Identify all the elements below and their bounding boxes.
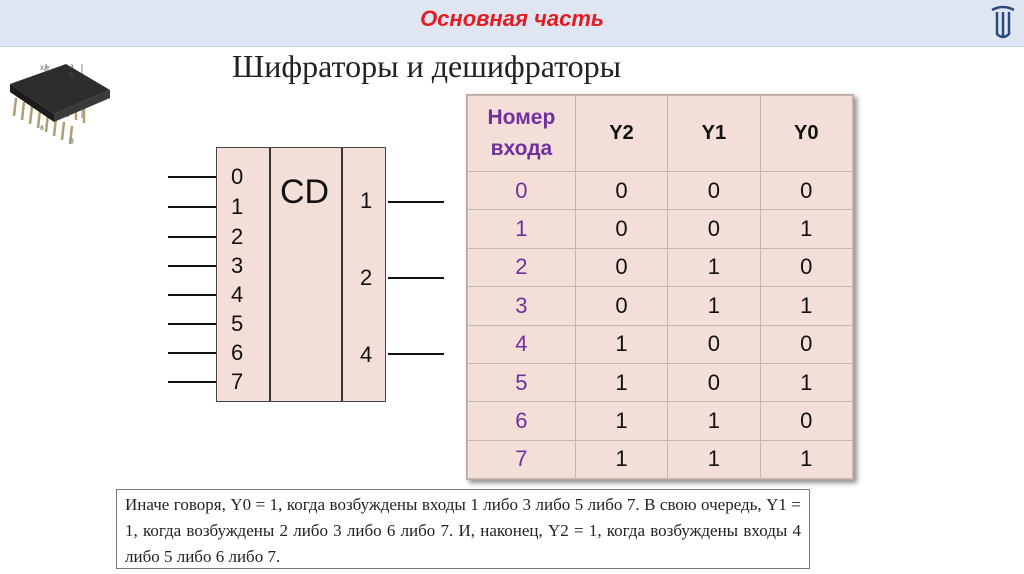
table-row [468, 287, 853, 325]
row-y2: 1 [575, 402, 667, 440]
table-row [468, 248, 853, 286]
row-y2: 1 [575, 325, 667, 363]
row-input: 0 [468, 172, 576, 210]
row-input: 3 [468, 287, 576, 325]
row-y0: 0 [760, 402, 852, 440]
row-y2: 0 [575, 210, 667, 248]
input-wire-3 [168, 265, 217, 267]
output-wire-4 [388, 353, 444, 355]
svg-text:b: b [70, 72, 74, 79]
row-y0: 1 [760, 363, 852, 401]
table-row [468, 363, 853, 401]
row-y2: 1 [575, 440, 667, 478]
encoder-input-label: 1 [231, 194, 244, 219]
truth-table-header-input [468, 96, 576, 172]
svg-text:g: g [70, 137, 74, 144]
row-input: 7 [468, 440, 576, 478]
row-y1: 1 [668, 248, 760, 286]
encoder-diagram [168, 145, 458, 410]
svg-text:a: a [70, 63, 74, 70]
truth-table-header-y1: Y1 [668, 96, 760, 172]
row-input: 4 [468, 325, 576, 363]
encoder-output-label: 2 [360, 265, 373, 290]
row-y0: 0 [760, 172, 852, 210]
input-wire-0 [168, 176, 217, 178]
row-y1: 1 [668, 440, 760, 478]
table-row [468, 402, 853, 440]
truth-table-header-row [468, 96, 853, 172]
input-wire-6 [168, 352, 217, 354]
encoder-input-label: 2 [231, 224, 244, 249]
svg-text:X/Y: X/Y [40, 65, 50, 72]
truth-table [467, 95, 853, 479]
slide-title: Шифраторы и дешифраторы [232, 48, 622, 84]
encoder-input-label: 6 [231, 340, 244, 365]
row-y0: 1 [760, 210, 852, 248]
header-input-line1: Номер [487, 106, 556, 130]
row-y1: 0 [668, 363, 760, 401]
row-input: 6 [468, 402, 576, 440]
row-y0: 0 [760, 325, 852, 363]
row-input: 2 [468, 248, 576, 286]
input-wire-5 [168, 323, 217, 325]
encoder-output-label: 4 [360, 342, 373, 367]
output-wire-2 [388, 277, 444, 279]
table-row [468, 210, 853, 248]
row-y0: 0 [760, 248, 852, 286]
row-input: 1 [468, 210, 576, 248]
row-y2: 0 [575, 248, 667, 286]
explanation-note: Иначе говоря, Y0 = 1, когда возбуждены входы 1 либо 3 либо 5 либо 7. В свою очередь, Y1 = 1, когда возбуждены 2 либо 3 либо 6 либо 7. И, наконец, Y2 = 1, когда возбуждены входы 4 либо 5 либо 6 либо 7. [116, 489, 810, 569]
input-wire-1 [168, 206, 217, 208]
row-y0: 1 [760, 287, 852, 325]
row-y1: 0 [668, 172, 760, 210]
truth-table-panel [466, 94, 854, 480]
row-y1: 0 [668, 210, 760, 248]
university-logo-icon [988, 4, 1018, 42]
input-wire-2 [168, 236, 217, 238]
ic-chip-icon [6, 58, 114, 150]
encoder-input-label: 7 [231, 369, 244, 394]
encoder-separator-right [341, 148, 343, 401]
table-row [468, 325, 853, 363]
row-y1: 0 [668, 325, 760, 363]
row-y2: 1 [575, 363, 667, 401]
table-row [468, 440, 853, 478]
encoder-input-label: 4 [231, 282, 244, 307]
header-input-line2: входа [490, 136, 553, 160]
row-y1: 1 [668, 287, 760, 325]
encoder-output-label: 1 [360, 188, 373, 213]
svg-text:8: 8 [40, 125, 44, 132]
encoder-input-label: 5 [231, 311, 244, 336]
row-y2: 0 [575, 172, 667, 210]
truth-table-header-y2: Y2 [575, 96, 667, 172]
encoder-input-label: 3 [231, 253, 244, 278]
table-row [468, 172, 853, 210]
output-wire-1 [388, 201, 444, 203]
input-wire-7 [168, 381, 217, 383]
row-input: 5 [468, 363, 576, 401]
row-y0: 1 [760, 440, 852, 478]
section-title: Основная часть [420, 6, 604, 31]
encoder-separator-left [269, 148, 271, 401]
encoder-input-label: 0 [231, 164, 244, 189]
input-wire-4 [168, 294, 217, 296]
row-y2: 0 [575, 287, 667, 325]
encoder-label: CD [280, 173, 330, 211]
row-y1: 1 [668, 402, 760, 440]
truth-table-header-y0: Y0 [760, 96, 852, 172]
